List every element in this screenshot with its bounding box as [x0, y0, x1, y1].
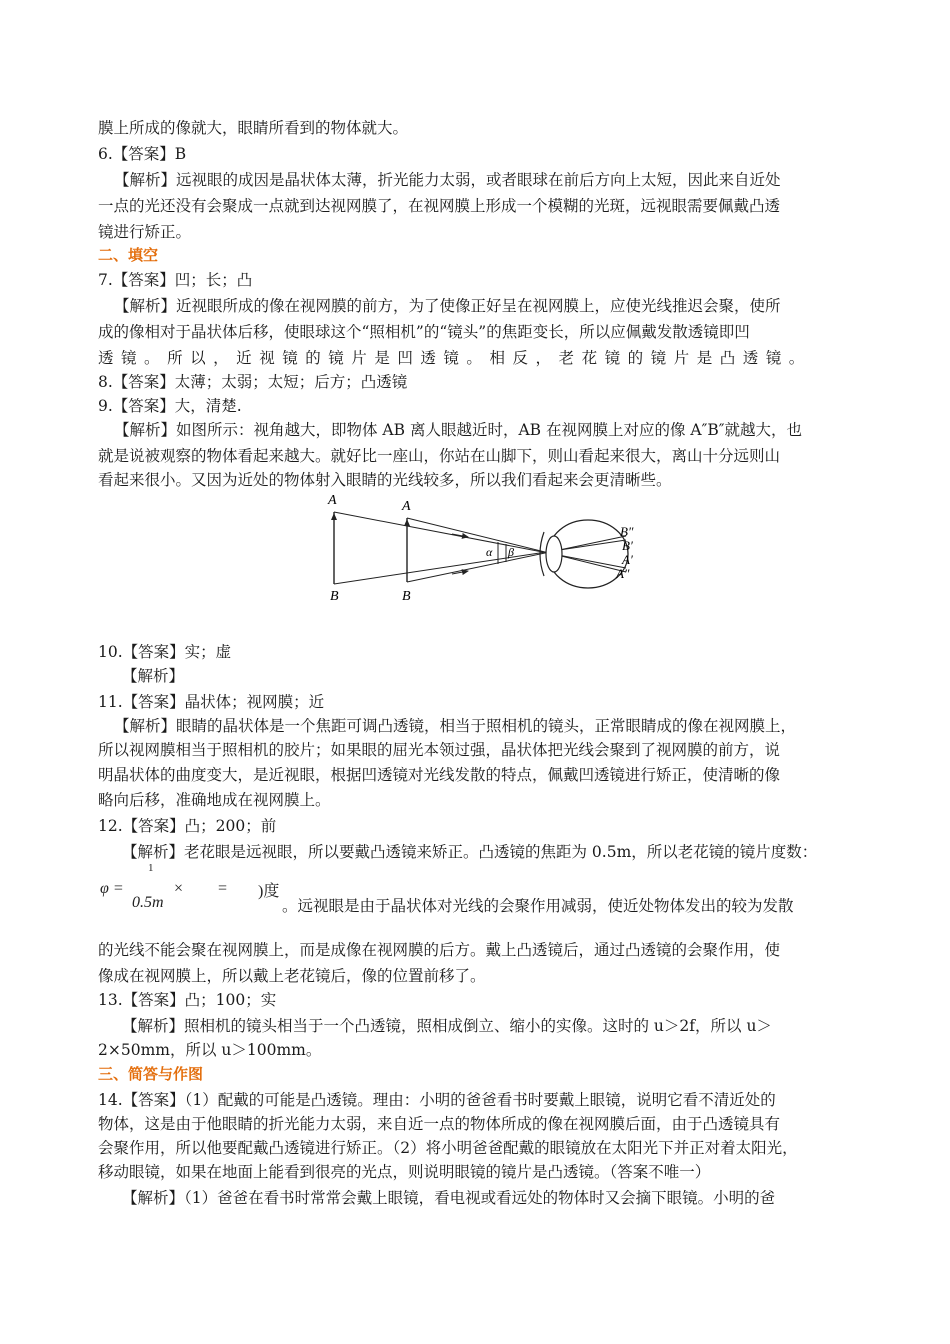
- analysis-6: 【解析】远视眼的成因是晶状体太薄，折光能力太弱，或者眼球在前后方向上太短，因此来自近处: [114, 171, 781, 189]
- text-line: 略向后移，准确地成在视网膜上。: [98, 791, 331, 809]
- text-line: 移动眼镜，如果在地面上能看到很亮的光点，则说明眼镜的镜片是凸透镜。（答案不唯一）: [98, 1163, 711, 1181]
- label-B-near: B: [402, 589, 411, 604]
- label-beta: β: [508, 545, 514, 559]
- text-line: 就是说被观察的物体看起来越大。就好比一座山，你站在山脚下，则山看起来很大，离山十分远则山: [98, 447, 781, 465]
- label-B-double-prime: B″: [620, 524, 634, 539]
- label-alpha: α: [486, 545, 493, 559]
- answer-11: 11.【答案】晶状体；视网膜；近: [98, 693, 325, 711]
- text-line: 镜进行矫正。: [98, 223, 192, 241]
- formula-times: ×: [174, 880, 184, 897]
- text-line: 膜上所成的像就大，眼睛所看到的物体就大。: [98, 119, 409, 137]
- text-line: 2×50mm，所以 u＞100mm。: [98, 1041, 322, 1059]
- text-line: 明晶状体的曲度变大，是近视眼，根据凹透镜对光线发散的特点，佩戴凹透镜进行矫正，使清晰的像: [98, 766, 781, 784]
- label-A-far: A: [328, 493, 337, 508]
- formula-numerator: 1: [148, 862, 154, 874]
- label-B-prime: B′: [622, 538, 633, 553]
- formula-denominator: 0.5m: [132, 894, 164, 911]
- formula-phi: φ =: [100, 880, 124, 897]
- text-line: 会聚作用，所以他要配戴凸透镜进行矫正。（2）将小明爸爸配戴的眼镜放在太阳光下并正对着太阳光，: [98, 1139, 798, 1157]
- text-line: 一点的光还没有会聚成一点就到达视网膜了，在视网膜上形成一个模糊的光斑，远视眼需要佩戴凸透: [98, 197, 781, 215]
- text-line: 所以视网膜相当于照相机的胶片；如果眼的屈光本领过强，晶状体把光线会聚到了视网膜的前方，说: [98, 741, 781, 759]
- analysis-13: 【解析】照相机的镜头相当于一个凸透镜，照相成倒立、缩小的实像。这时的 u＞2f，所以 u＞: [122, 1017, 772, 1035]
- lens: [546, 536, 562, 572]
- text-line: 。远视眼是由于晶状体对光线的会聚作用减弱，使近处物体发出的较为发散: [282, 897, 794, 915]
- analysis-11: 【解析】眼睛的晶状体是一个焦距可调凸透镜，相当于照相机的镜头，正常眼睛成的像在视网膜上，: [114, 717, 797, 735]
- answer-7: 7.【答案】凹；长；凸: [98, 271, 253, 289]
- text-line: 像成在视网膜上，所以戴上老花镜后，像的位置前移了。: [98, 967, 486, 985]
- answer-14: 14.【答案】（1）配戴的可能是凸透镜。理由：小明的爸爸看书时要戴上眼镜，说明它看不清近处的: [98, 1091, 776, 1109]
- answer-12: 12.【答案】凸；200；前: [98, 817, 277, 835]
- answer-8: 8.【答案】太薄；太弱；太短；后方；凸透镜: [98, 373, 408, 391]
- answer-6: 6.【答案】B: [98, 145, 187, 163]
- answer-10: 10.【答案】实；虚: [98, 643, 232, 661]
- section-heading-fill-blank: 二、填空: [98, 246, 159, 264]
- text-line: 物体，这是由于他眼睛的折光能力太弱，来自近一点的物体所成的像在视网膜后面，由于凸透镜具有: [98, 1115, 781, 1133]
- answer-9: 9.【答案】大，清楚.: [98, 397, 242, 415]
- label-A-prime: A′: [622, 552, 633, 567]
- answer-13: 13.【答案】凸；100；实: [98, 991, 277, 1009]
- visual-angle-eye-diagram: [326, 490, 646, 608]
- label-B-far: B: [330, 589, 339, 604]
- text-line: 看起来很小。又因为近处的物体射入眼睛的光线较多，所以我们看起来会更清晰些。: [98, 471, 672, 489]
- analysis-7: 【解析】近视眼所成的像在视网膜的前方，为了使像正好呈在视网膜上，应使光线推迟会聚，使所: [114, 297, 781, 315]
- formula-unit: )度: [258, 883, 280, 900]
- label-A-near: A: [402, 499, 411, 514]
- lens-power-formula: [98, 862, 298, 916]
- text-line: 成的像相对于晶状体后移，使眼球这个“照相机”的“镜头”的焦距变长，所以应佩戴发散透镜即凹: [98, 323, 750, 341]
- text-line: 的光线不能会聚在视网膜上，而是成像在视网膜的后方。戴上凸透镜后，通过凸透镜的会聚作用，使: [98, 941, 781, 959]
- analysis-9: 【解析】如图所示：视角越大，即物体 AB 离人眼越近时，AB 在视网膜上对应的像 A″B″就越大，也: [114, 421, 803, 439]
- ray-far-b: [334, 540, 626, 584]
- ray-near-b: [407, 536, 626, 582]
- formula-equals: =: [218, 880, 228, 897]
- label-A-double-prime: A″: [616, 566, 630, 581]
- section-heading-short-answer: 三、简答与作图: [98, 1065, 204, 1083]
- analysis-12: 【解析】老花眼是远视眼，所以要戴凸透镜来矫正。凸透镜的焦距为 0.5m，所以老花镜的镜片度数：: [122, 843, 818, 861]
- text-line: 透 镜 。 所 以 ， 近 视 镜 的 镜 片 是 凹 透 镜 。 相 反 ， 老 花 镜 的 镜 片 是 凸 透 镜 。: [98, 349, 806, 367]
- analysis-14: 【解析】（1）爸爸在看书时常常会戴上眼镜，看电视或看远处的物体时又会摘下眼镜。小明的爸: [122, 1189, 776, 1207]
- analysis-10: 【解析】: [122, 667, 185, 685]
